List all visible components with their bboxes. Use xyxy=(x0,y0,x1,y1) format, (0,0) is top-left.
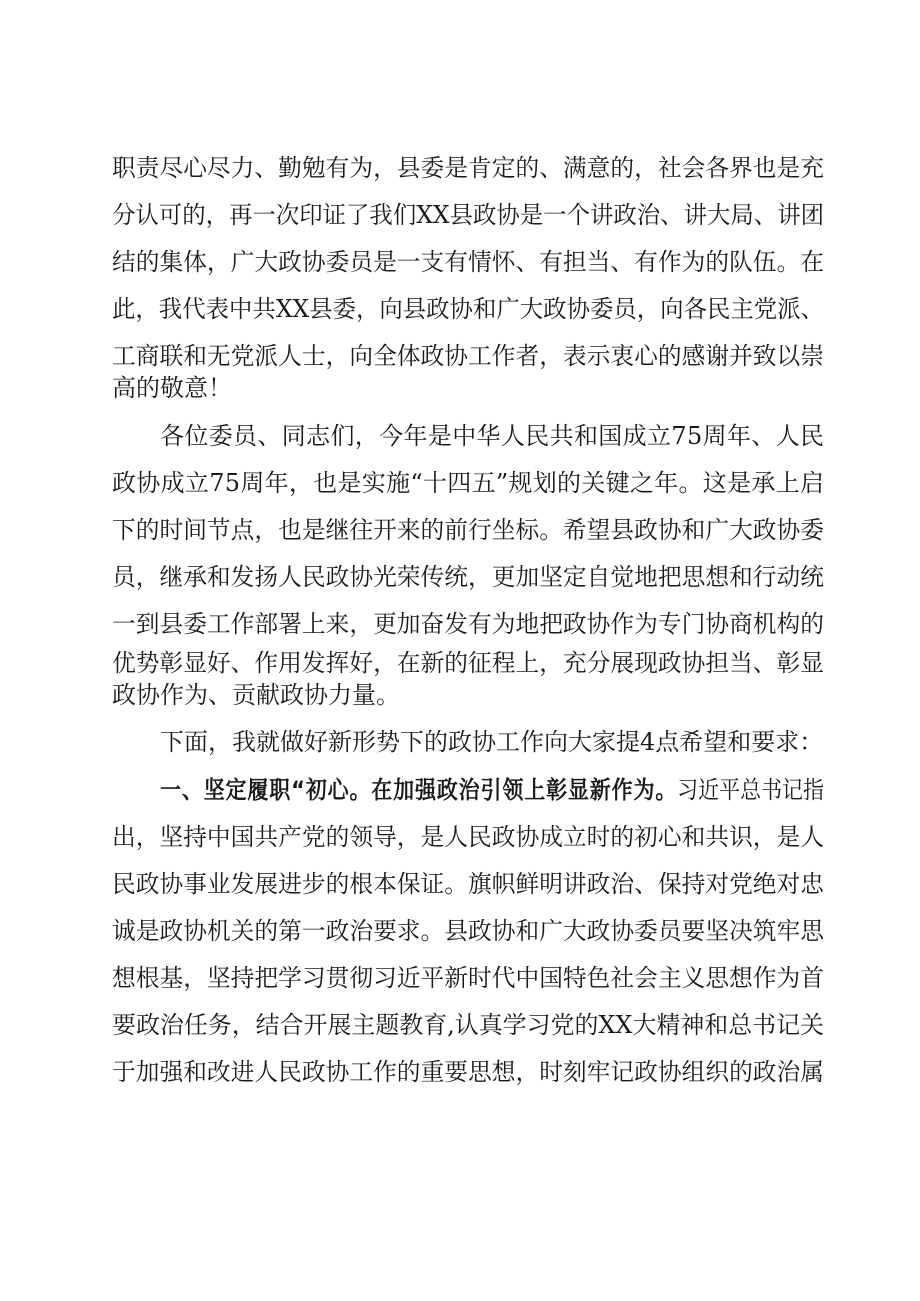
paragraph-4-line-5: 想根基，坚持把学习贯彻习近平新时代中国特色社会主义思想作为首 xyxy=(112,964,824,992)
section-heading: 一、坚定履职“初心。在加强政治引领上彰显新作为。 xyxy=(160,776,678,804)
paragraph-2-line-6: 优势彰显好、作用发挥好，在新的征程上，充分展现政协担当、彰显 xyxy=(112,649,824,677)
paragraph-4-line-4: 诚是政协机关的第一政治要求。县政协和广大政协委员要坚决筑牢思 xyxy=(112,917,824,945)
paragraph-4-line-7: 于加强和改进人民政协工作的重要思想，时刻牢记政协组织的政治属 xyxy=(112,1058,824,1086)
paragraph-2-line-4: 员，继承和发扬人民政协光荣传统，更加坚定自觉地把思想和行动统 xyxy=(112,563,824,591)
paragraph-1-line-6: 高的敬意！ xyxy=(112,374,232,402)
paragraph-1-line-4: 此，我代表中共XX县委，向县政协和广大政协委员，向各民主党派、 xyxy=(112,295,824,323)
paragraph-2-line-2: 政协成立75周年，也是实施“十四五”规划的关键之年。这是承上启 xyxy=(112,469,825,497)
paragraph-2-line-3: 下的时间节点，也是继往开来的前行坐标。希望县政协和广大政协委 xyxy=(112,516,824,544)
paragraph-2-line-1: 各位委员、同志们，今年是中华人民共和国成立75周年、人民 xyxy=(160,422,825,450)
paragraph-1-line-5: 工商联和无党派人士，向全体政协工作者，表示衷心的感谢并致以崇 xyxy=(112,342,824,370)
paragraph-1-line-3: 结的集体，广大政协委员是一支有情怀、有担当、有作为的队伍。在 xyxy=(112,248,824,276)
paragraph-2-line-7: 政协作为、贡献政协力量。 xyxy=(112,681,400,709)
paragraph-1-line-2: 分认可的，再一次印证了我们XX县政协是一个讲政治、讲大局、讲团 xyxy=(112,201,824,229)
section-heading-rest: 习近平总书记指 xyxy=(677,776,824,804)
paragraph-1-line-1: 职责尽心尽力、勤勉有为，县委是肯定的、满意的，社会各界也是充 xyxy=(112,154,824,182)
paragraph-2-line-5: 一到县委工作部署上来，更加奋发有为地把政协作为专门协商机构的 xyxy=(112,610,824,638)
paragraph-4-line-2: 出，坚持中国共产党的领导，是人民政协成立时的初心和共识，是人 xyxy=(112,823,824,851)
paragraph-4-line-3: 民政协事业发展进步的根本保证。旗帜鲜明讲政治、保持对党绝对忠 xyxy=(112,870,824,898)
paragraph-4-line-6: 要政治任务，结合开展主题教育,认真学习党的XX大精神和总书记关 xyxy=(112,1011,824,1039)
paragraph-3-line-1: 下面，我就做好新形势下的政协工作向大家提4点希望和要求： xyxy=(160,728,824,756)
section-heading-line xyxy=(160,767,824,813)
